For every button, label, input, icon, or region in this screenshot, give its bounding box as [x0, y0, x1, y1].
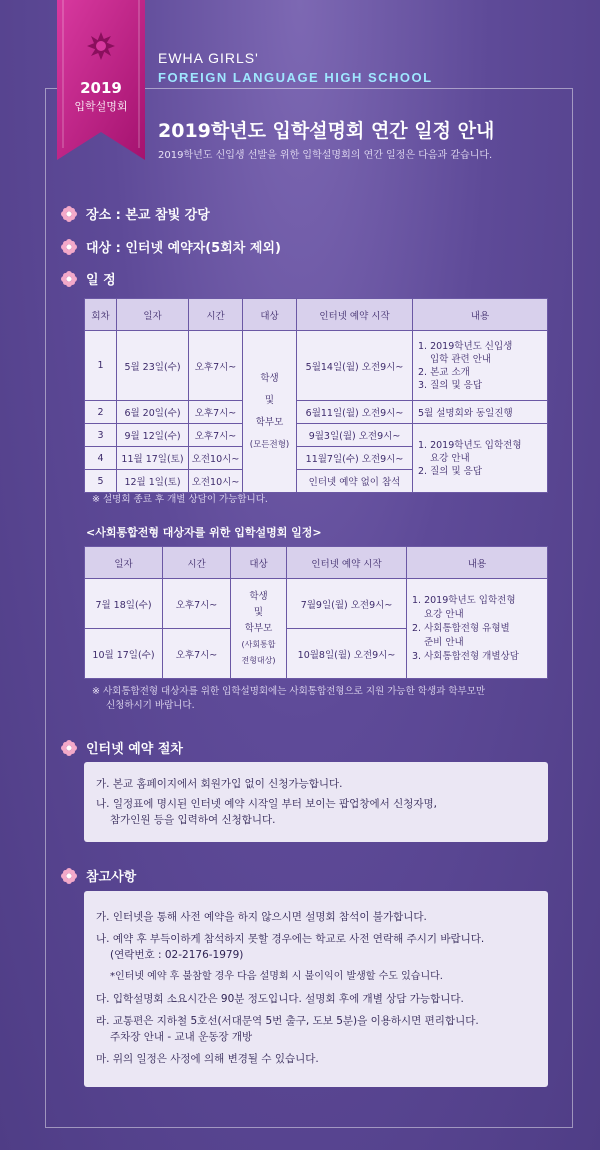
- table-row: 3 9월 12일(수) 오후7시~ 9월3일(월) 오전9시~ 1. 2019학년도 입학전형 요강 안내 2. 질의 및 응답: [85, 424, 548, 447]
- procedure-item: 참가인원 등을 입력하여 신청합니다.: [110, 814, 276, 826]
- content-cell: 5월 설명회와 동일진행: [413, 401, 548, 424]
- target-cell: 학생 및 학부모 (사회통합 전형대상): [231, 579, 287, 679]
- content-cell: 1. 2019학년도 입학전형 요강 안내 2. 사회통합전형 유형별 준비 안내 3. 사회통합전형 개별상담: [407, 579, 548, 679]
- table-row: 10월 17일(수) 오후7시~ 10월8일(월) 오전9시~: [85, 629, 548, 679]
- table-row: 7월 18일(수) 오후7시~ 학생 및 학부모 (사회통합 전형대상) 7월9일(월) 오전9시~ 1. 2019학년도 입학전형 요강 안내 2. 사회통합전형 유형별 준비 안내 3. 사회통합전형 개별상담: [85, 579, 548, 629]
- procedure-box: [84, 762, 548, 842]
- star-ornament-icon: [87, 32, 115, 60]
- table-row: 5 12월 1일(토) 오전10시~ 인터넷 예약 없이 참석: [85, 470, 548, 493]
- reference-item: *인터넷 예약 후 불참할 경우 다음 설명회 시 불이익이 발생할 수도 있습니다.: [110, 971, 443, 982]
- reference-box: [84, 891, 548, 1087]
- reference-section: [60, 866, 136, 885]
- table-header: 회차: [85, 299, 117, 331]
- row-number: 1: [85, 331, 117, 401]
- table-header: 대상: [243, 299, 297, 331]
- flower-bullet-icon: [60, 867, 78, 885]
- content-cell: 1. 2019학년도 신입생 입학 관련 안내 2. 본교 소개 3. 질의 및 응답: [413, 331, 548, 401]
- schedule-section: [60, 269, 116, 288]
- flower-bullet-icon: [60, 205, 78, 223]
- schedule-note: ※ 설명회 종료 후 개별 상담이 가능합니다.: [92, 494, 268, 505]
- row-time: 오후7시~: [189, 331, 243, 401]
- table-header: 인터넷 예약 시작: [297, 299, 413, 331]
- target-section: [60, 237, 281, 256]
- reference-item: 라. 교통편은 지하철 5호선(서대문역 5번 출구, 도보 5분)을 이용하시면 편리합니다.: [96, 1015, 479, 1027]
- reference-item: (연락번호 : 02-2176-1979): [110, 949, 244, 961]
- flower-bullet-icon: [60, 238, 78, 256]
- reference-item: 다. 입학설명회 소요시간은 90분 정도입니다. 설명회 후에 개별 상담 가능합니다.: [96, 993, 464, 1005]
- table-row: [85, 331, 548, 401]
- target-cell: 학생 및 학부모 (모든전형): [243, 331, 297, 493]
- table-row: 4 11월 17일(토) 오전10시~ 11월7일(수) 오전9시~: [85, 447, 548, 470]
- reference-item: 주차장 안내 - 교내 운동장 개방: [110, 1031, 253, 1043]
- social-heading: <사회통합전형 대상자를 위한 입학설명회 일정>: [86, 526, 322, 539]
- badge-year: 2019: [80, 79, 122, 97]
- row-reserve: 5월14일(월) 오전9시~: [297, 331, 413, 401]
- reference-item: 가. 인터넷을 통해 사전 예약을 하지 않으시면 설명회 참석이 불가합니다.: [96, 911, 427, 923]
- target-text: 대상 : 인터넷 예약자(5회차 제외): [86, 241, 281, 256]
- table-header: 시간: [189, 299, 243, 331]
- place-text: 장소 : 본교 참빛 강당: [86, 208, 210, 223]
- row-date: 5월 23일(수): [117, 331, 189, 401]
- procedure-item: 가. 본교 홈페이지에서 회원가입 없이 신청가능합니다.: [96, 778, 343, 790]
- social-note-line1: ※ 사회통합전형 대상자를 위한 입학설명회에는 사회통합전형으로 지원 가능한 학생과 학부모만: [92, 686, 486, 697]
- flower-bullet-icon: [60, 270, 78, 288]
- school-name-line2: FOREIGN LANGUAGE HIGH SCHOOL: [158, 70, 433, 85]
- place-section: [60, 204, 210, 223]
- year-ribbon-badge: [57, 0, 145, 160]
- procedure-heading: 인터넷 예약 절차: [86, 742, 183, 757]
- reference-item: 나. 예약 후 부득이하게 참석하지 못할 경우에는 학교로 사전 연락해 주시기 바랍니다.: [96, 933, 485, 945]
- flower-bullet-icon: [60, 739, 78, 757]
- table-header: 일자: [117, 299, 189, 331]
- table-header-row: [85, 299, 548, 331]
- content-cell: 1. 2019학년도 입학전형 요강 안내 2. 질의 및 응답: [413, 424, 548, 493]
- table-header-row: 일자 시간 대상 인터넷 예약 시작 내용: [85, 547, 548, 579]
- schedule-table: [84, 298, 548, 493]
- page-subtitle: 2019학년도 신입생 선발을 위한 입학설명회의 연간 일정은 다음과 같습니다.: [158, 150, 493, 161]
- schedule-heading: 일 정: [86, 273, 116, 288]
- badge-label: 입학설명회: [74, 100, 128, 113]
- page-title: 2019학년도 입학설명회 연간 일정 안내: [158, 120, 495, 142]
- social-schedule-table: [84, 546, 548, 679]
- social-note-line2: 신청하시기 바랍니다.: [106, 700, 195, 711]
- procedure-section: [60, 738, 183, 757]
- table-header: 내용: [413, 299, 548, 331]
- reference-item: 마. 위의 일정은 사정에 의해 변경될 수 있습니다.: [96, 1053, 319, 1065]
- table-row: 2 6월 20일(수) 오후7시~ 6월11일(월) 오전9시~ 5월 설명회와 동일진행: [85, 401, 548, 424]
- reference-heading: 참고사항: [86, 870, 137, 885]
- school-name-line1: EWHA GIRLS': [158, 50, 259, 66]
- procedure-item: 나. 일정표에 명시된 인터넷 예약 시작일 부터 보이는 팝업창에서 신청자명,: [96, 798, 438, 810]
